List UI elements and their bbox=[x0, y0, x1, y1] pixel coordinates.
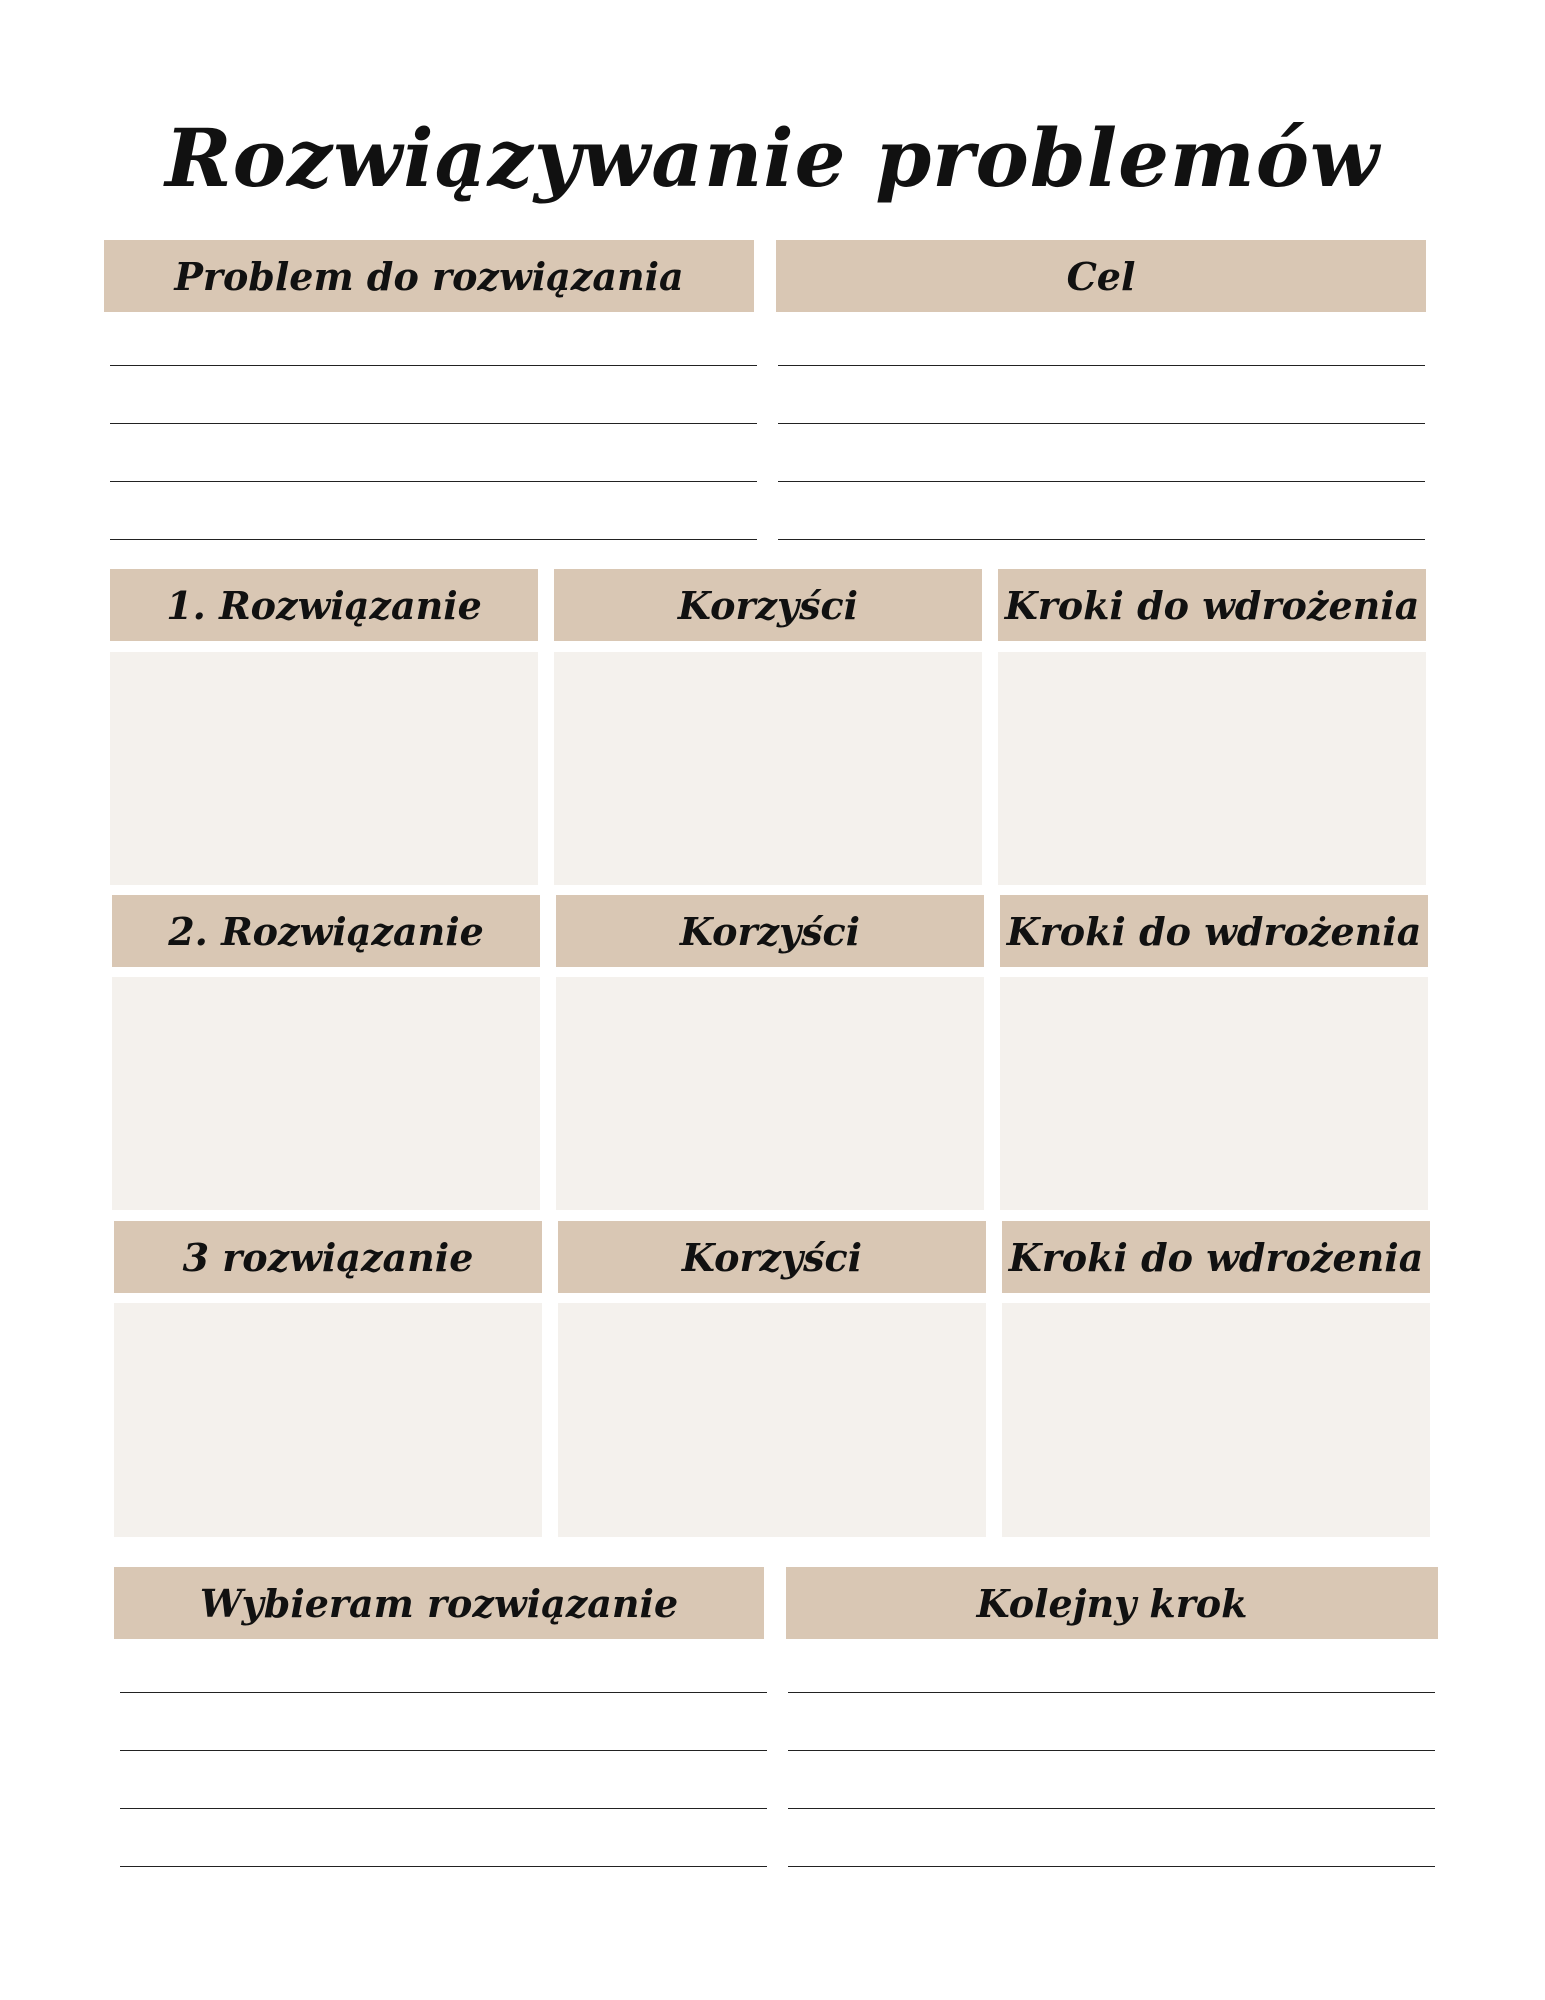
chosen-solution-header: Wybieram rozwiązanie bbox=[114, 1567, 764, 1639]
chosen-solution-line[interactable] bbox=[120, 1866, 767, 1867]
steps-1-header: Kroki do wdrożenia bbox=[998, 569, 1426, 641]
goal-header: Cel bbox=[776, 240, 1426, 312]
chosen-solution-line[interactable] bbox=[120, 1692, 767, 1693]
next-step-line[interactable] bbox=[788, 1692, 1435, 1693]
problem-line[interactable] bbox=[110, 365, 757, 366]
solution-1-header: 1. Rozwiązanie bbox=[110, 569, 538, 641]
steps-2-box[interactable] bbox=[1000, 977, 1428, 1210]
solution-3-box[interactable] bbox=[114, 1303, 542, 1537]
next-step-header: Kolejny krok bbox=[786, 1567, 1438, 1639]
benefits-3-header: Korzyści bbox=[558, 1221, 986, 1293]
benefits-3-box[interactable] bbox=[558, 1303, 986, 1537]
next-step-line[interactable] bbox=[788, 1866, 1435, 1867]
steps-3-box[interactable] bbox=[1002, 1303, 1430, 1537]
benefits-1-header: Korzyści bbox=[554, 569, 982, 641]
goal-line[interactable] bbox=[778, 539, 1425, 540]
next-step-line[interactable] bbox=[788, 1808, 1435, 1809]
goal-line[interactable] bbox=[778, 423, 1425, 424]
benefits-2-box[interactable] bbox=[556, 977, 984, 1210]
problem-header: Problem do rozwiązania bbox=[104, 240, 754, 312]
problem-line[interactable] bbox=[110, 423, 757, 424]
steps-3-header: Kroki do wdrożenia bbox=[1002, 1221, 1430, 1293]
steps-1-box[interactable] bbox=[998, 652, 1426, 885]
benefits-2-header: Korzyści bbox=[556, 895, 984, 967]
benefits-1-box[interactable] bbox=[554, 652, 982, 885]
steps-2-header: Kroki do wdrożenia bbox=[1000, 895, 1428, 967]
solution-2-header: 2. Rozwiązanie bbox=[112, 895, 540, 967]
solution-2-box[interactable] bbox=[112, 977, 540, 1210]
chosen-solution-line[interactable] bbox=[120, 1808, 767, 1809]
solution-3-header: 3 rozwiązanie bbox=[114, 1221, 542, 1293]
chosen-solution-line[interactable] bbox=[120, 1750, 767, 1751]
problem-line[interactable] bbox=[110, 539, 757, 540]
solution-1-box[interactable] bbox=[110, 652, 538, 885]
next-step-line[interactable] bbox=[788, 1750, 1435, 1751]
goal-line[interactable] bbox=[778, 481, 1425, 482]
page-title: Rozwiązywanie problemów bbox=[165, 111, 1380, 205]
problem-line[interactable] bbox=[110, 481, 757, 482]
goal-line[interactable] bbox=[778, 365, 1425, 366]
